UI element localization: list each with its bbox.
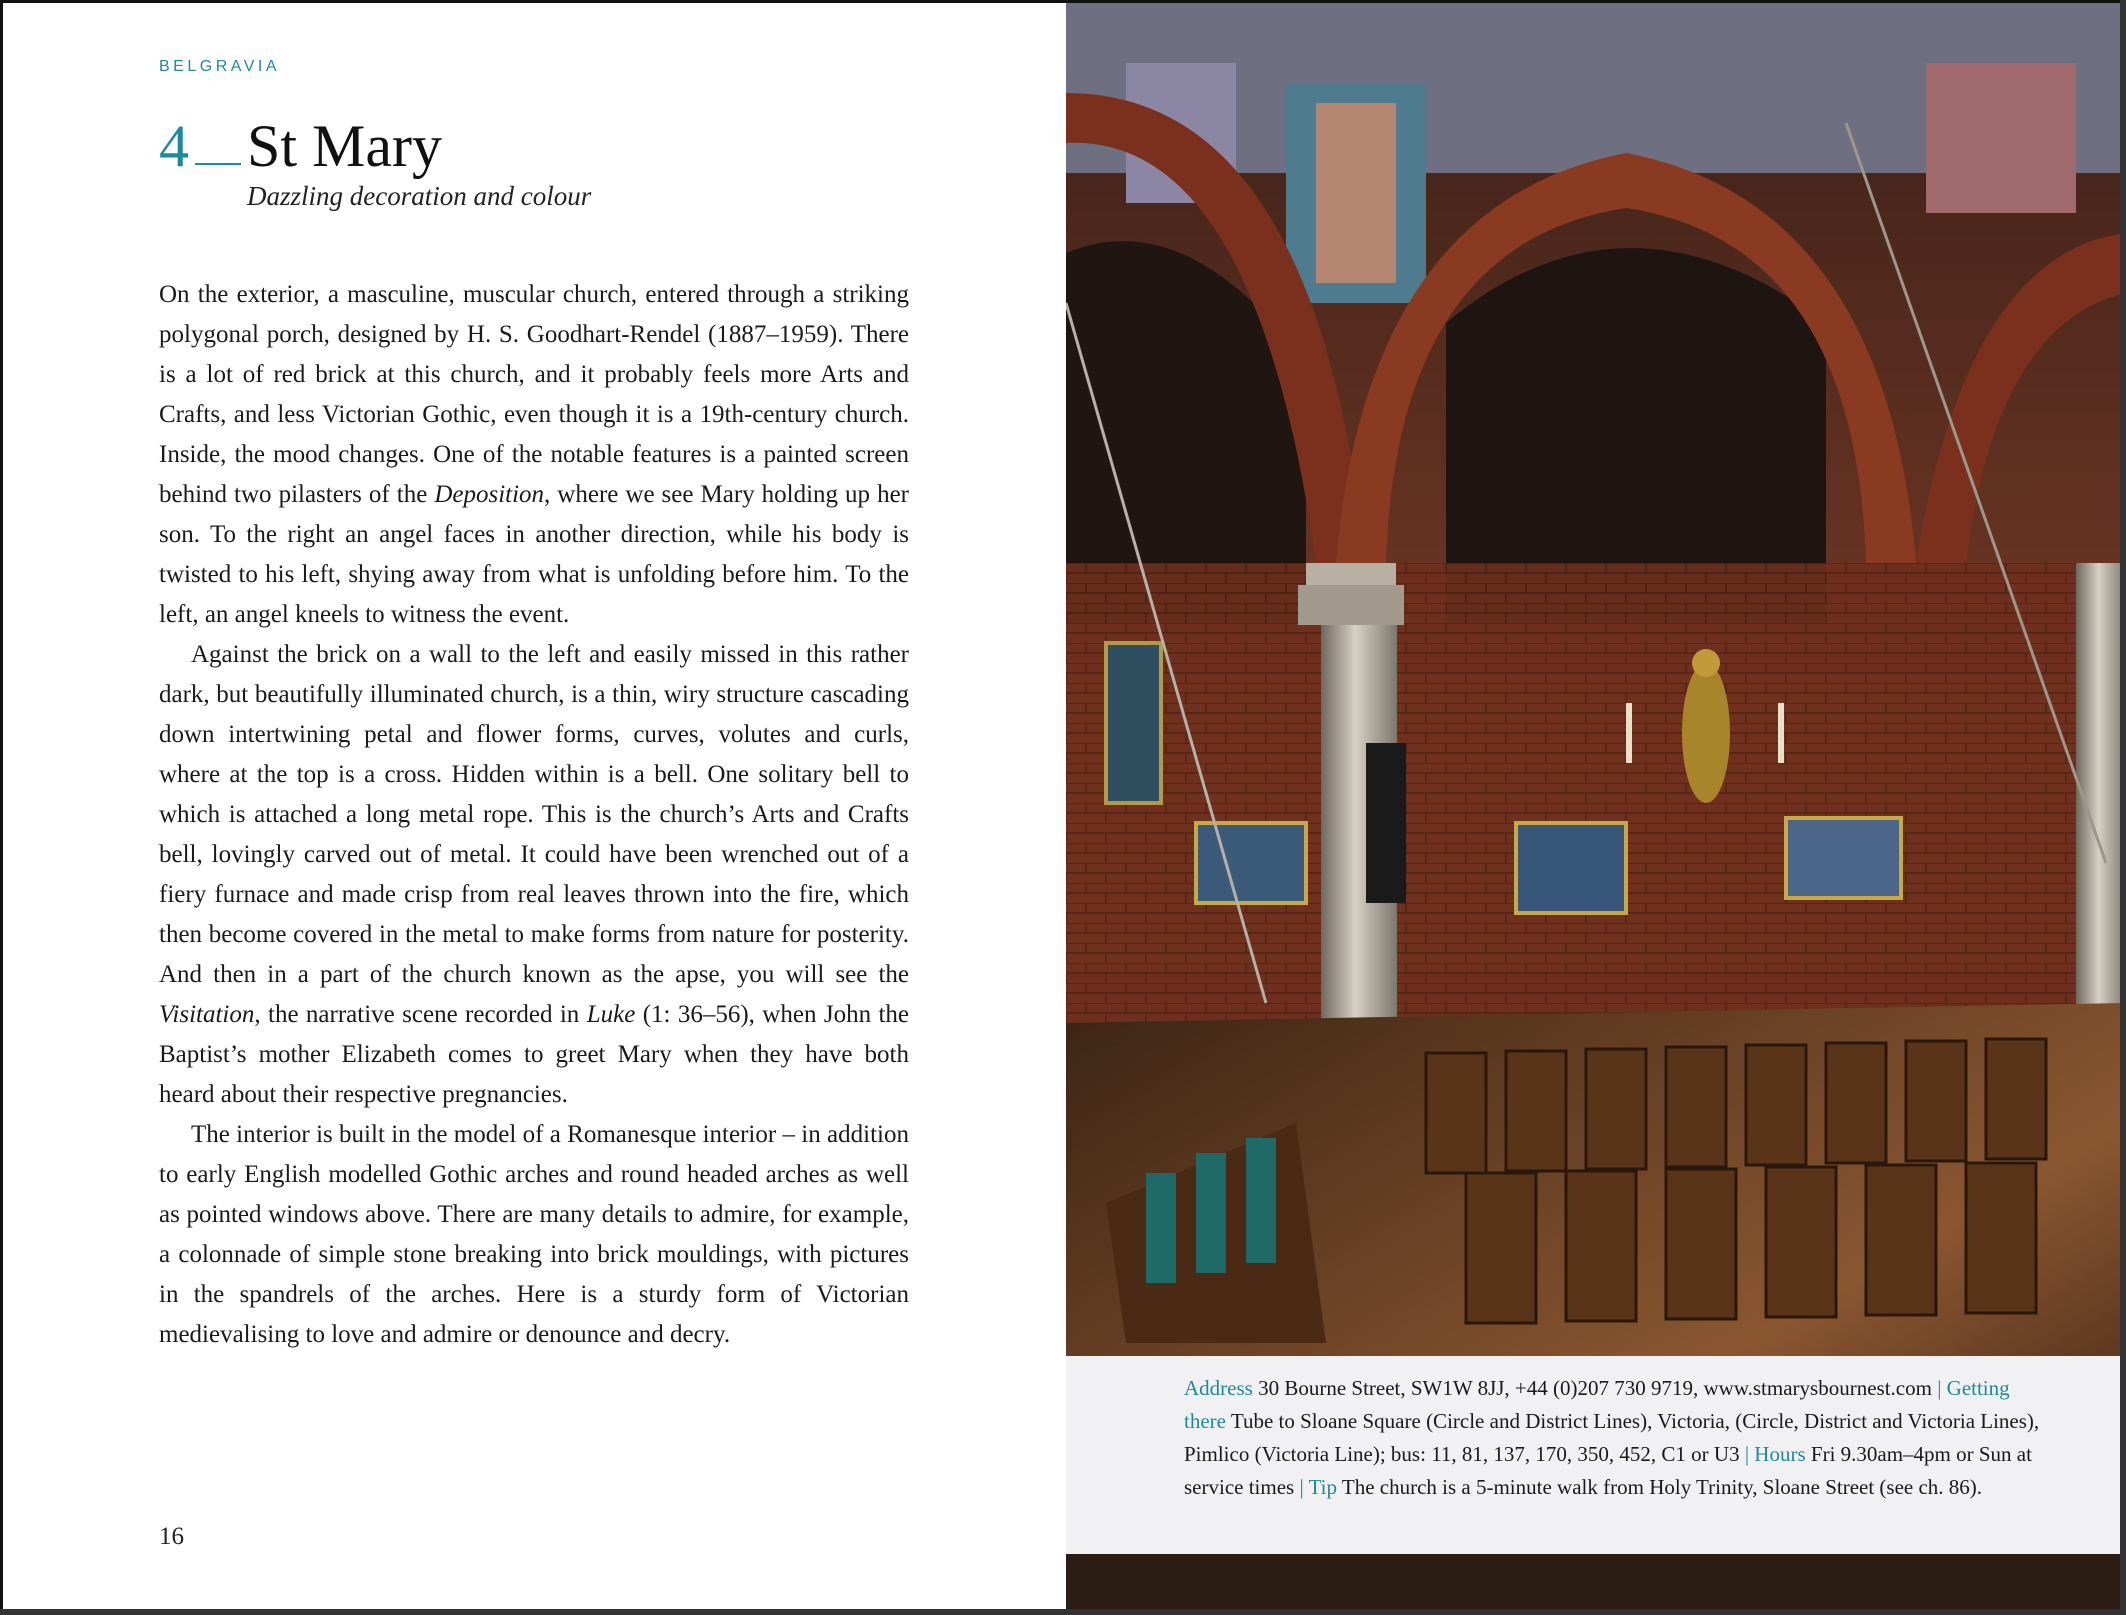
running-head: BELGRAVIA bbox=[159, 58, 281, 75]
italic-title: Luke bbox=[586, 1001, 636, 1028]
info-text bbox=[1184, 1372, 2044, 1504]
tip-label: Tip bbox=[1308, 1475, 1337, 1499]
paragraph-2 bbox=[159, 635, 909, 1115]
chapter-subtitle: Dazzling decoration and colour bbox=[247, 181, 592, 211]
page-shadow-right bbox=[2120, 0, 2126, 1615]
address-value: 30 Bourne Street, SW1W 8JJ, +44 (0)207 730 9719, www.stmarysbournest.com bbox=[1252, 1376, 1938, 1400]
getting-there-value: Tube to Sloane Square (Circle and District Lines), Victoria, (Circle, District and Victoria Lines), Pimlico (Victoria Line); bus: 11, 81, 137, 170, 350, 452, C1 or U3 bbox=[1184, 1409, 2040, 1466]
practical-info-box bbox=[1066, 1356, 2126, 1554]
page-number: 16 bbox=[159, 1523, 184, 1550]
paragraph-1 bbox=[159, 275, 909, 635]
body-text bbox=[159, 275, 909, 1355]
address-label: Address bbox=[1184, 1376, 1253, 1400]
chapter-title: St Mary bbox=[247, 113, 442, 179]
left-page bbox=[3, 3, 1066, 1612]
chapter-number: 4 bbox=[159, 113, 189, 179]
italic-title: Visitation bbox=[159, 1001, 255, 1028]
page-shadow-bottom bbox=[0, 1609, 2126, 1615]
text-run: , where we see Mary holding up her son. To the right an angel faces in another direction, while his body is twisted to his left, shying away from what is unfolding before him. To the left, an angel kneels to witness the event. bbox=[159, 481, 909, 628]
text-run: Against the brick on a wall to the left and easily missed in this rather dark, but beautifully illuminated church, is a thin, wiry structure cascading down intertwining petal and flower forms, curves, volutes and curls, where at the top is a cross. Hidden within is a bell. One solitary bell to which is attached a long metal rope. This is the church’s Arts and Crafts bell, lovingly carved out of metal. It could have been wrenched out of a fiery furnace and made crisp from real leaves thrown into the fire, which then become covered in the metal to make forms from nature for posterity. And then in a part of the church known as the apse, you will see the bbox=[159, 641, 909, 988]
tip-value: The church is a 5-minute walk from Holy Trinity, Sloane Street (see ch. 86). bbox=[1337, 1475, 1983, 1499]
separator: | bbox=[1937, 1376, 1942, 1400]
text-run: On the exterior, a masculine, muscular church, entered through a striking polygonal porch, designed by H. S. Goodhart-Rendel (1887–1959). There is a lot of red brick at this church, and it probably feels more Arts and Crafts, and less Victorian Gothic, even though it is a 19th-century church. Inside, the mood changes. One of the notable features is a painted screen behind two pilasters of the bbox=[159, 281, 909, 508]
text-run: (1: 36–56), when John the Baptist’s mother Elizabeth comes to greet Mary when they have both heard about their respective pregnancies. bbox=[159, 1001, 909, 1108]
text-run: , the narrative scene recorded in bbox=[254, 1001, 587, 1028]
paragraph-3: The interior is built in the model of a Romanesque interior – in addition to early English modelled Gothic arches and round headed arches as well as pointed windows above. There are many details to admire, for example, a colonnade of simple stone breaking into brick mouldings, with pictures in the spandrels of the arches. Here is a sturdy form of Victorian medievalising to love and admire or denounce and decry. bbox=[159, 1121, 909, 1348]
hours-label: Hours bbox=[1754, 1442, 1806, 1466]
separator: | bbox=[1299, 1475, 1304, 1499]
hours-value: Fri 9.30am–4pm or Sun at service times bbox=[1184, 1442, 2032, 1499]
getting-there-label: Getting there bbox=[1184, 1376, 2010, 1433]
separator: | bbox=[1744, 1442, 1750, 1466]
number-underline bbox=[195, 163, 241, 165]
italic-title: Deposition bbox=[434, 481, 545, 508]
